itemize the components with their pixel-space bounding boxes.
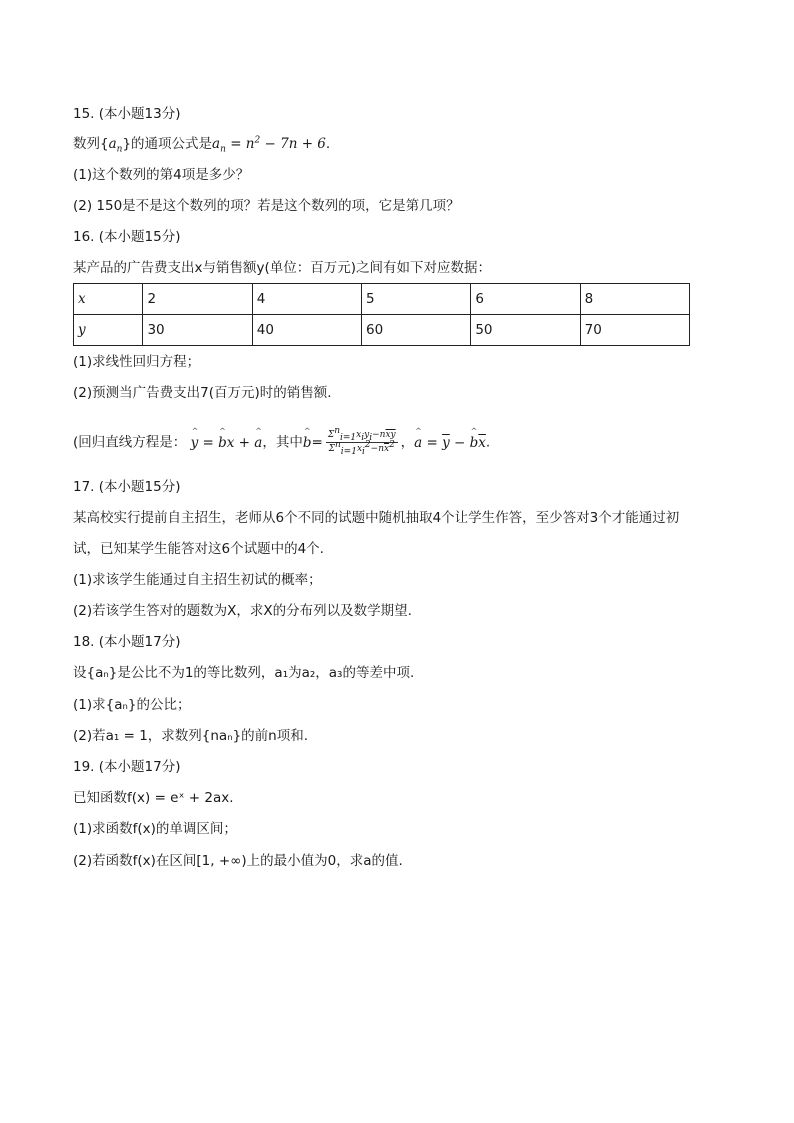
q16-hint-pre: (回归直线方程是： bbox=[73, 434, 187, 451]
q16-hint-sep: ， bbox=[400, 434, 415, 451]
q16-hint-end: . bbox=[485, 434, 491, 451]
q17-stem-line1: 某高校实行提前自主招生，老师从6个不同的试题中随机抽取4个让学生作答，至少答对3个才能通过初 bbox=[73, 510, 680, 526]
q15-heading: 15. (本小题13分) bbox=[73, 106, 181, 122]
table-cell: 50 bbox=[471, 315, 580, 346]
q19-heading: 19. (本小题17分) bbox=[73, 759, 181, 775]
q16-stem: 某产品的广告费支出x与销售额y(单位：百万元)之间有如下对应数据： bbox=[73, 260, 492, 276]
q19-stem: 已知函数f(x) = eˣ + 2ax. bbox=[73, 790, 234, 806]
table-cell: 5 bbox=[362, 284, 471, 315]
q15-formula-rest: − 7n + 6 bbox=[260, 136, 326, 152]
regression-equation: ^ y = ^ bx + ^ a bbox=[191, 435, 263, 451]
table-row bbox=[74, 315, 690, 346]
q15-stem-end: . bbox=[325, 136, 331, 152]
q16-heading: 16. (本小题15分) bbox=[73, 229, 181, 245]
table-cell: 4 bbox=[252, 284, 361, 315]
q17-part2: (2)若该学生答对的题数为X，求X的分布列以及数学期望. bbox=[73, 603, 412, 619]
q16-hint: (回归直线方程是： ^ y = ^ bx + ^ a，其中^ b= $\frac{\Sigma^n_{i=1}x_iy_i-n\overline{x}\overline{y}}{\Sigma^n_{i=1}x_i^2-n\overline{x}^2}$ ，^ $a = \overline{y}$ − ^ $b\overline{x}$. bbox=[73, 430, 490, 455]
q17-part1: (1)求该学生能通过自主招生初试的概率； bbox=[73, 572, 322, 588]
table-cell: x bbox=[74, 284, 143, 315]
q16-part2: (2)预测当广告费支出7(百万元)时的销售额. bbox=[73, 385, 332, 401]
table-cell: 8 bbox=[580, 284, 689, 315]
intercept-a: ^ $a = \overline{y}$ − ^ $b\overline{x}$ bbox=[414, 435, 486, 451]
slope-fraction: $\frac{\Sigma^n_{i=1}x_iy_i-n\overline{x}\overline{y}}{\Sigma^n_{i=1}x_i^2-n\overline{x}^2}$ bbox=[327, 426, 396, 457]
q15-formula: $a_n = n^2$ bbox=[212, 135, 261, 155]
slope-b: ^ b bbox=[303, 432, 312, 454]
q18-heading: 18. (本小题17分) bbox=[73, 634, 181, 650]
table-cell: 30 bbox=[143, 315, 252, 346]
q16-hint-mid: ，其中 bbox=[262, 434, 303, 451]
table-cell: 60 bbox=[362, 315, 471, 346]
q16-data-table bbox=[73, 283, 690, 346]
q15-stem-pre: 数列{ bbox=[73, 136, 109, 152]
table-row bbox=[74, 284, 690, 315]
table-cell: 70 bbox=[580, 315, 689, 346]
table-cell: y bbox=[74, 315, 143, 346]
q15-stem bbox=[73, 134, 330, 154]
q18-stem: 设{aₙ}是公比不为1的等比数列，a₁为a₂，a₃的等差中项. bbox=[73, 665, 415, 681]
q17-stem-line2: 试，已知某学生能答对这6个试题中的4个. bbox=[73, 541, 324, 557]
q18-part2: (2)若a₁ = 1，求数列{naₙ}的前n项和. bbox=[73, 728, 309, 744]
table-cell: 6 bbox=[471, 284, 580, 315]
q15-part2: (2) 150是不是这个数列的项？若是这个数列的项，它是第几项？ bbox=[73, 198, 460, 214]
q19-part1: (1)求函数f(x)的单调区间； bbox=[73, 821, 237, 837]
q18-part1: (1)求{aₙ}的公比； bbox=[73, 697, 191, 713]
q15-seq-a: $a_n$ bbox=[108, 136, 123, 155]
table-cell: 2 bbox=[143, 284, 252, 315]
q17-heading: 17. (本小题15分) bbox=[73, 479, 181, 495]
table-cell: 40 bbox=[252, 315, 361, 346]
q16-part1: (1)求线性回归方程； bbox=[73, 354, 201, 370]
q15-part1: (1)这个数列的第4项是多少？ bbox=[73, 167, 250, 183]
q15-stem-mid: }的通项公式是 bbox=[122, 136, 213, 152]
q19-part2: (2)若函数f(x)在区间[1, +∞)上的最小值为0，求a的值. bbox=[73, 853, 403, 869]
